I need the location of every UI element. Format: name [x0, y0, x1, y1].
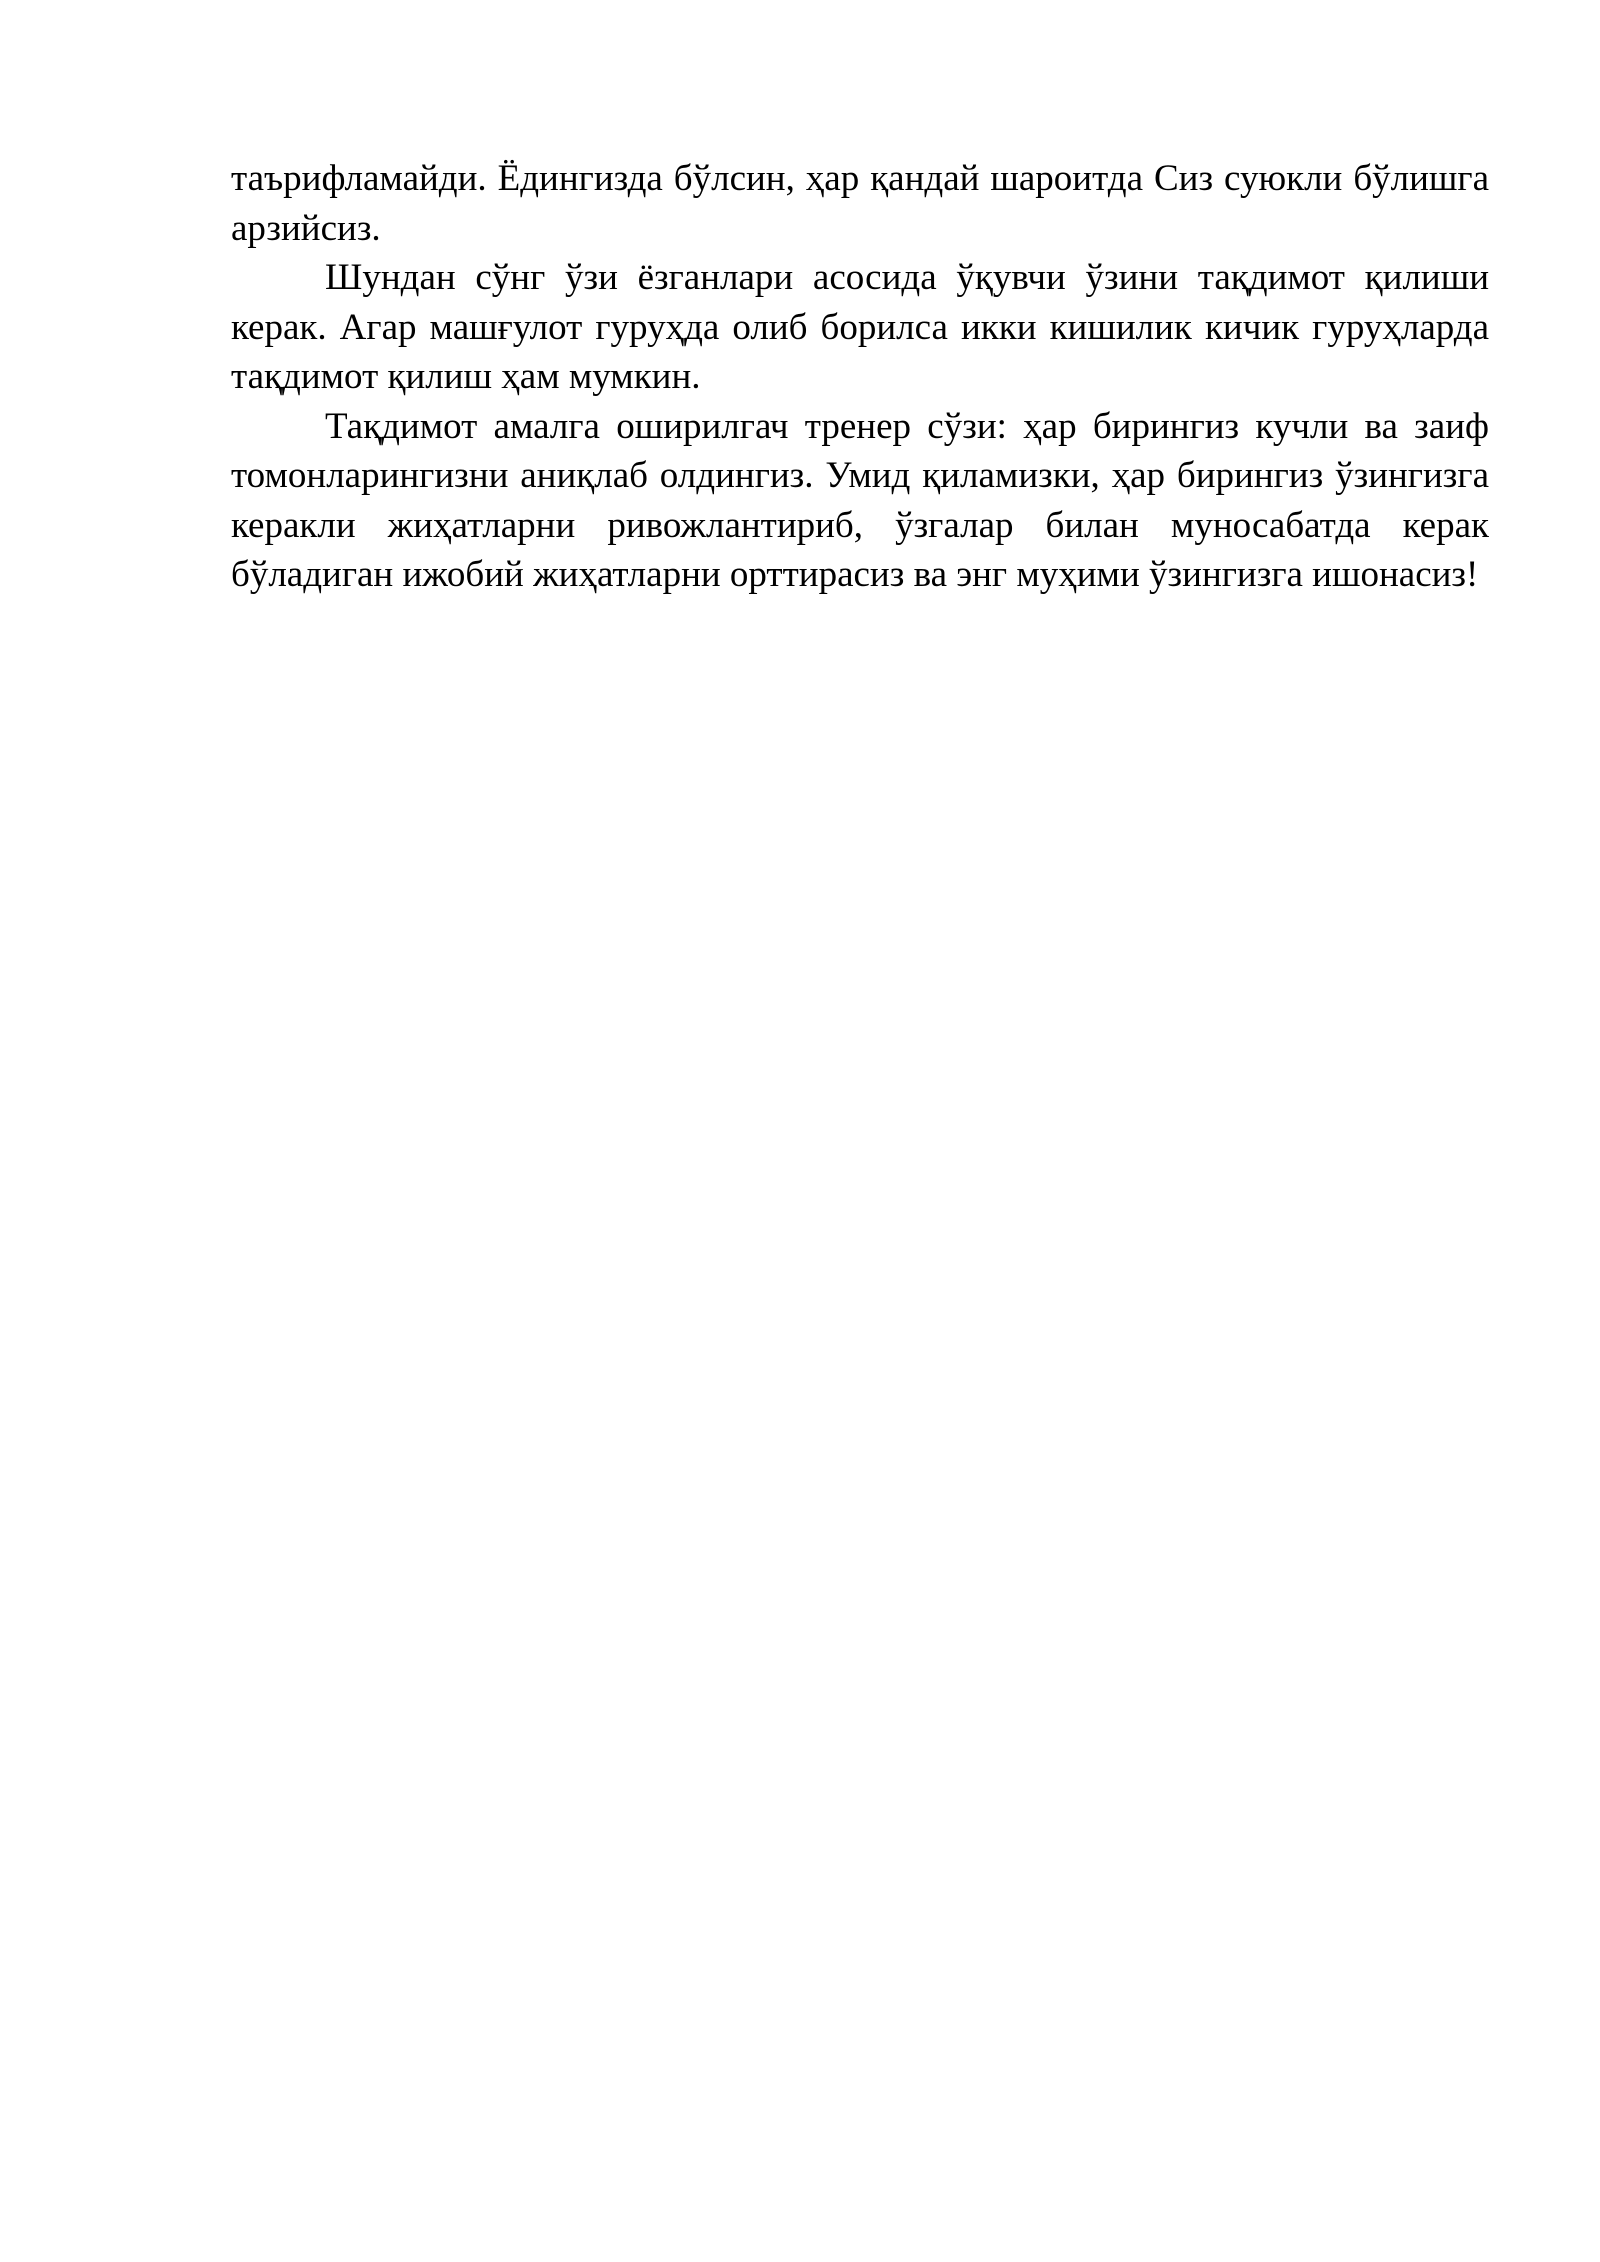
- paragraph-trainer-words: Тақдимот амалга оширилгач тренер сўзи: ҳар бирингиз кучли ва заиф томонларингизни аниқлаб олдингиз. Умид қиламизки, ҳар бирингиз ўзингизга керакли жиҳатларни ривожлантириб, ўзгалар билан муносабатда керак бўладиган ижобий жиҳатларни орттирасиз ва энг муҳими ўзингизга ишонасиз!: [231, 405, 1489, 595]
- body-text: [231, 154, 1489, 600]
- paragraph-presentation: Шундан сўнг ўзи ёзганлари асосида ўқувчи ўзини тақдимот қилиши керак. Агар машғулот гуруҳда олиб борилса икки кишилик кичик гуруҳларда тақдимот қилиш ҳам мумкин.: [231, 257, 1489, 397]
- paragraph-continuation: таърифламайди. Ёдингизда бўлсин, ҳар қандай шароитда Сиз суюкли бўлишга арзийсиз.: [231, 158, 1489, 249]
